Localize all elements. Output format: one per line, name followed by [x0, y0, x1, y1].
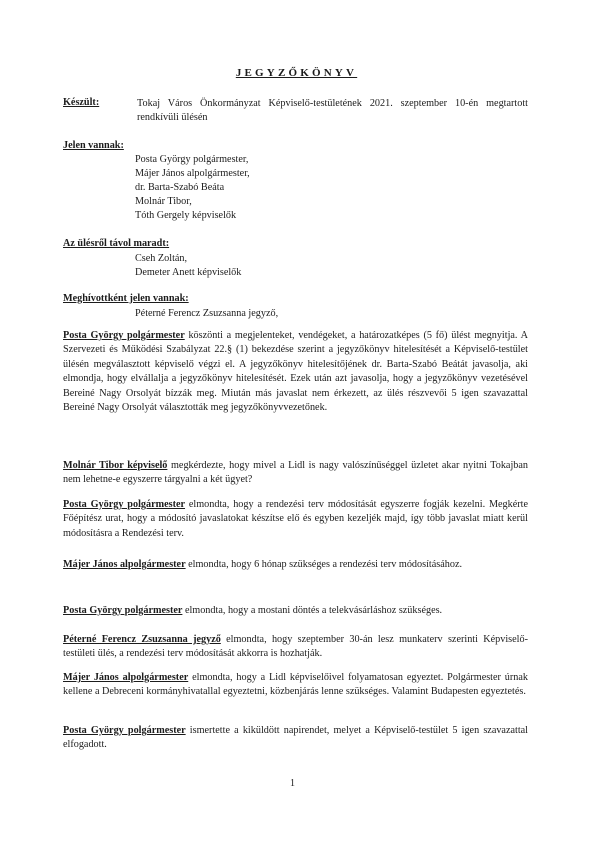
jelen-list	[135, 153, 250, 223]
attendee: Tóth Gergely képviselők	[135, 210, 237, 221]
keszult-text: Tokaj Város Önkormányzat Képviselő-testületének 2021. szeptember 10-én megtartott rendkívüli ülésén	[137, 98, 528, 123]
speaker-name: Májer János alpolgármester	[63, 672, 189, 683]
absentee: Demeter Anett képviselők	[135, 267, 242, 278]
attendee: Májer János alpolgármester,	[135, 168, 250, 179]
tavol-list	[135, 252, 241, 280]
minutes-paragraph	[63, 724, 528, 753]
minutes-paragraph	[63, 633, 528, 662]
speaker-name: Posta György polgármester	[63, 605, 183, 616]
document-title: JEGYZŐKÖNYV	[235, 67, 358, 79]
page-number: 1	[290, 778, 295, 789]
meghivott-label: Meghívottként jelen vannak:	[63, 293, 189, 304]
paragraph-text: elmondta, hogy 6 hónap szükséges a rendezési terv módosításához.	[185, 559, 463, 570]
speaker-name: Posta György polgármester	[63, 725, 186, 736]
paragraph-text: elmondta, hogy a rendezési terv módosítását egyszerre fogják kezelni. Megkérte Főépítész urat, hogy a módosító javaslatokat készítse elő és egyben kezeljék majd, így több javaslat miatt kerül módosításra a Rendezési terv.	[63, 499, 529, 539]
attendee: dr. Barta-Szabó Beáta	[135, 182, 225, 193]
minutes-paragraph	[63, 498, 528, 541]
minutes-paragraph	[63, 671, 528, 700]
paragraph-text: köszönti a megjelenteket, vendégeket, a határozatképes (5 fő) ülést megnyitja. A Szervezeti és Működési Szabályzat 22.§ (1) bekezdése szerint a jegyzőkönyv hitelesítését a Képviselő-testület ülésén megválasztott képviselő végzi el. A jegyzőkönyv hitelesítőjének dr. Barta-Szabó Beátát javasolja, aki elmondja, hogy elvállalja a jegyzőkönyv hitelesítését. Ezek után azt javasolja, hogy a jegyzőkönyv vezetésével Bereiné Nagy Orsolyát bízzák meg. Miután más javaslat nem érkezett, az ülés részvevői 5 igen szavazattal Bereiné Nagy Orsolyát választották meg jegyzőkönyvvezetőnek.	[63, 330, 528, 414]
attendee: Posta György polgármester,	[135, 154, 249, 165]
jelen-label: Jelen vannak:	[63, 140, 124, 151]
keszult-label: Készült:	[63, 97, 100, 108]
paragraph-text: elmondta, hogy szeptember 30-án lesz munkaterv szerinti Képviselő-testületi ülés, a rendezési terv módosítását akkorra is hozhatják.	[63, 634, 528, 660]
minutes-paragraph	[63, 558, 528, 572]
absentee: Cseh Zoltán,	[135, 253, 188, 264]
tavol-label: Az ülésről távol maradt:	[63, 238, 170, 249]
minutes-paragraph	[63, 459, 528, 488]
meghivott-list	[135, 307, 278, 321]
paragraph-text: elmondta, hogy a mostani döntés a telekvásárláshoz szükséges.	[182, 605, 443, 616]
paragraph-text: elmondta, hogy a Lidl képviselőivel folyamatosan egyeztet. Polgármester úrnak kellene a Debreceni kormányhivatallal egyeztetni, közbenjárás lenne szükséges. Valamint Budapesten egyeztetés.	[63, 672, 528, 698]
minutes-paragraph	[63, 604, 528, 618]
speaker-name: Posta György polgármester	[63, 499, 186, 510]
speaker-name: Molnár Tibor képviselő	[63, 460, 168, 471]
attendee: Molnár Tibor,	[135, 196, 192, 207]
speaker-name: Posta György polgármester	[63, 330, 185, 341]
paragraph-text: ismertette a kiküldött napirendet, melyet a Képviselő-testület 5 igen szavazattal elfogadott.	[63, 725, 529, 751]
minutes-paragraph	[63, 329, 528, 415]
speaker-name: Péterné Ferencz Zsuzsanna jegyző	[63, 634, 221, 645]
invitee: Péterné Ferencz Zsuzsanna jegyző,	[135, 308, 279, 319]
speaker-name: Májer János alpolgármester	[63, 559, 186, 570]
paragraph-text: megkérdezte, hogy mivel a Lidl is nagy valószínűséggel üzletet akar nyitni Tokajban nem lehetne-e egyszerre tárgyalni a két ügyet?	[63, 460, 528, 486]
